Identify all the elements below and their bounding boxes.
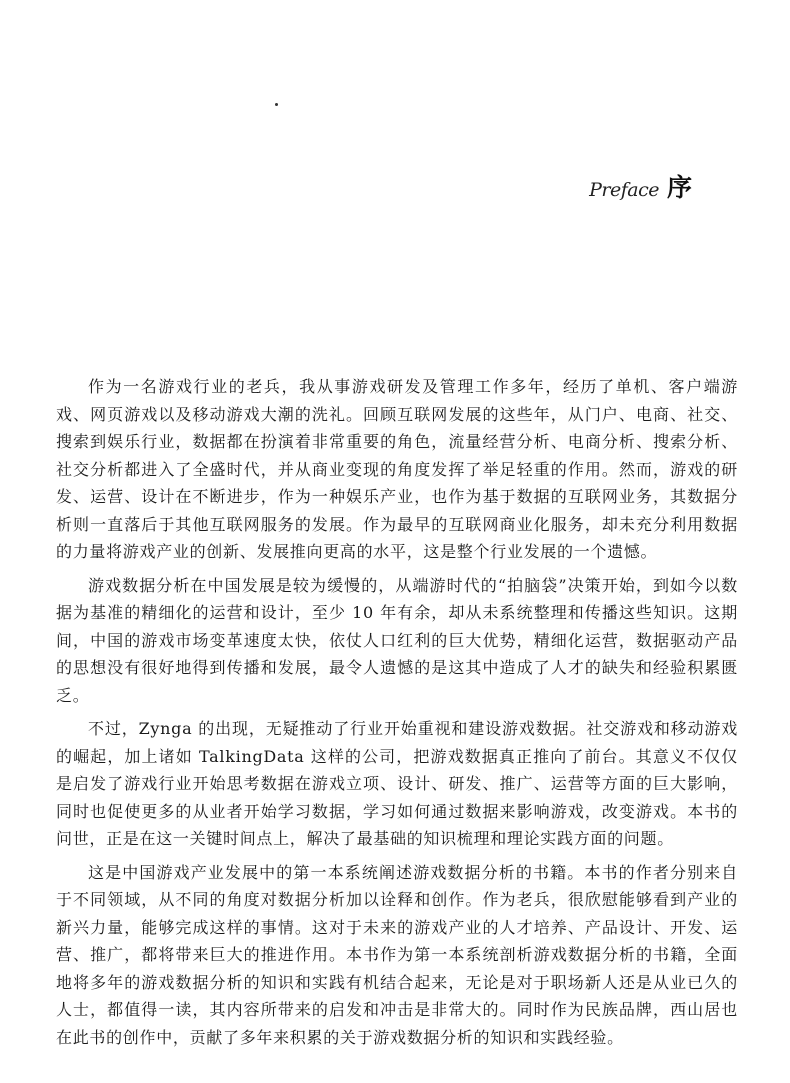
preface-title-cn: 序 [666, 173, 692, 202]
paragraph: 不过，Zynga 的出现，无疑推动了行业开始重视和建设游戏数据。社交游戏和移动游戏的崛起，加上诸如 TalkingData 这样的公司，把游戏数据真正推向了前台。其意义不仅仅是启发了游戏行业开始思考数据在游戏立项、设计、研发、推广、运营等方面的巨大影响，同时也促使更多的从业者开始学习数据，学习如何通过数据来影响游戏，改变游戏。本书的问世，正是在这一关键时间点上，解决了最基础的知识梳理和理论实践方面的问题。 [56, 719, 738, 848]
preface-heading [589, 168, 692, 204]
paragraph: 这是中国游戏产业发展中的第一本系统阐述游戏数据分析的书籍。本书的作者分别来自于不同领域，从不同的角度对数据分析加以诠释和创作。作为老兵，很欣慰能够看到产业的新兴力量，能够完成这样的事情。这对于未来的游戏产业的人才培养、产品设计、开发、运营、推广，都将带来巨大的推进作用。本书作为第一本系统剖析游戏数据分析的书籍，全面地将多年的游戏数据分析的知识和实践有机结合起来，无论是对于职场新人还是从业已久的人士，都值得一读，其内容所带来的启发和冲击是非常大的。同时作为民族品牌，西山居也在此书的创作中，贡献了多年来积累的关于游戏数据分析的知识和实践经验。 [56, 862, 738, 1047]
paragraph: 作为一名游戏行业的老兵，我从事游戏研发及管理工作多年，经历了单机、客户端游戏、网页游戏以及移动游戏大潮的洗礼。回顾互联网发展的这些年，从门户、电商、社交、搜索到娱乐行业，数据都在扮演着非常重要的角色，流量经营分析、电商分析、搜索分析、社交分析都进入了全盛时代，并从商业变现的角度发挥了举足轻重的作用。然而，游戏的研发、运营、设计在不断进步，作为一种娱乐产业，也作为基于数据的互联网业务，其数据分析则一直落后于其他互联网服务的发展。作为最早的互联网商业化服务，却未充分利用数据的力量将游戏产业的创新、发展推向更高的水平，这是整个行业发展的一个遗憾。 [56, 377, 738, 561]
scan-speck [275, 103, 278, 106]
preface-script-title: Preface [589, 179, 659, 201]
preface-body [56, 373, 738, 1057]
paragraph: 游戏数据分析在中国发展是较为缓慢的，从端游时代的“拍脑袋”决策开始，到如今以数据为基准的精细化的运营和设计，至少 10 年有余，却从未系统整理和传播这些知识。这期间，中国的游戏市场变革速度太快，依仗人口红利的巨大优势，精细化运营，数据驱动产品的思想没有很好地得到传播和发展，最令人遗憾的是这其中造成了人才的缺失和经验积累匮乏。 [56, 575, 738, 705]
